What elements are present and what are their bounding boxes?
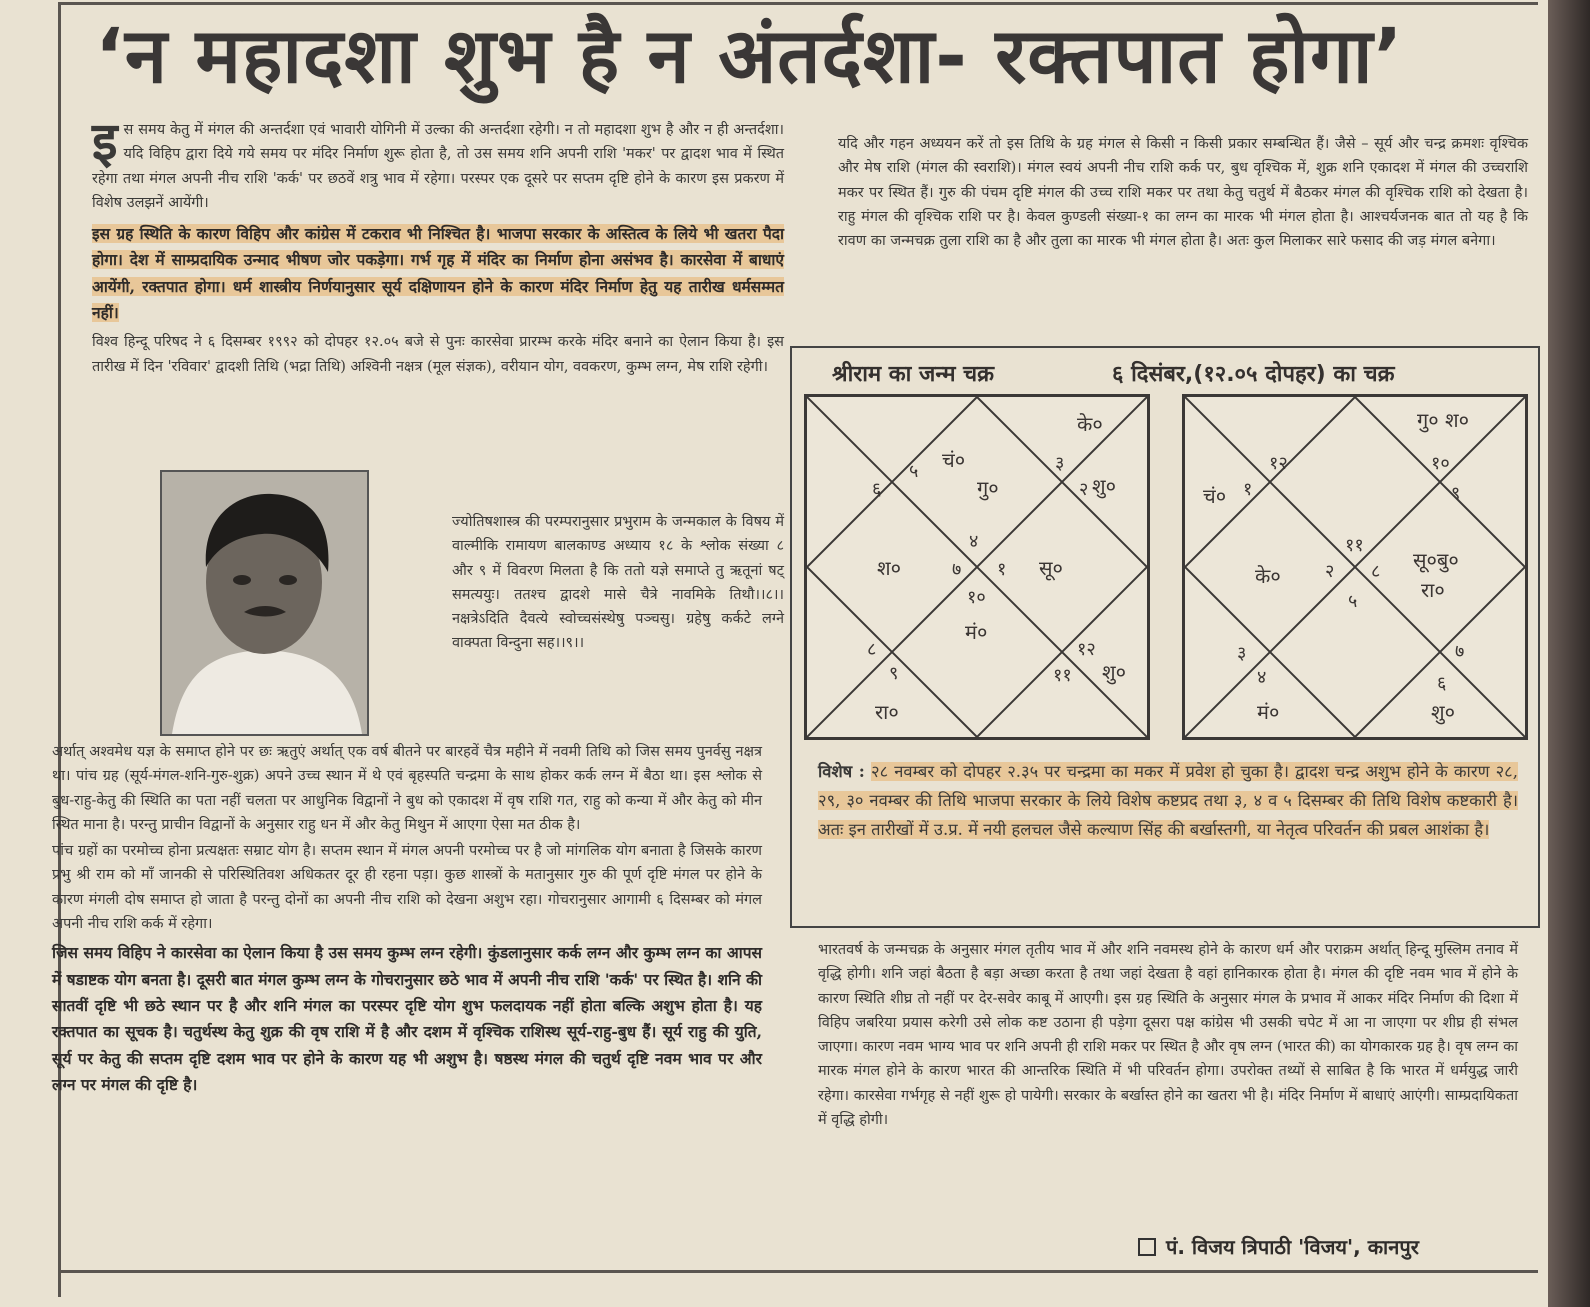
ram-house-10: १	[997, 559, 1007, 580]
ram-planet-shani: श०	[877, 556, 901, 580]
dec6-chart-title: ६ दिसंबर,(१२.०५ दोपहर) का चक्र	[1112, 362, 1395, 387]
dec6-planet-mangal: मं०	[1257, 700, 1280, 724]
dec6-house-4: २	[1325, 561, 1335, 582]
special-note-label: विशेष :	[818, 762, 865, 781]
left-column-bottom	[52, 740, 762, 1098]
ram-chart-title: श्रीराम का जन्म चक्र	[832, 362, 995, 387]
dec6-chart	[1182, 394, 1528, 740]
shloka-block	[452, 510, 784, 656]
dec6-planet-ketu: के०	[1255, 564, 1281, 588]
ram-planet-ketu: के०	[1077, 412, 1103, 436]
dec6-house-5: ३	[1237, 643, 1247, 664]
dec6-planet-chandra: चं०	[1203, 484, 1227, 508]
ram-chart-grid	[807, 397, 1147, 737]
ram-birth-chart	[804, 394, 1150, 740]
left-column-top	[92, 112, 784, 379]
special-note-text: २८ नवम्बर को दोपहर २.३५ पर चन्द्रमा का मकर में प्रवेश हो चुका है। द्वादश चन्द्र अशुभ होने के कारण २८, २९, ३० नवम्बर की तिथि भाजपा सरकार के लिये विशेष कष्टप्रद तथा ३, ४ व ५ दिसम्बर की तिथि विशेष कष्टकारी है। अतः इन तारीखों में उ.प्र. में नयी हलचल जैसे कल्याण सिंह की बर्खास्तगी, या नेतृत्व परिवर्तन की प्रबल आशंका है।	[818, 762, 1518, 839]
ram-house-9: १२	[1077, 639, 1096, 660]
paragraph-date-detail: विश्व हिन्दू परिषद ने ६ दिसम्बर १९९२ को दोपहर १२.०५ बजे से पुनः कारसेवा प्रारम्भ करके मंदिर बनाने का ऐलान किया है। इस तारीख में दिन 'रविवार' द्वादशी तिथि (भद्रा तिथि) अश्विनी नक्षत्र (मूल संज्ञक), वरीयान योग, ववकरण, कुम्भ लग्न, मेष राशि रहेगी।	[92, 334, 784, 375]
dec6-house-6: ४	[1257, 667, 1267, 688]
intro-text: स समय केतु में मंगल की अन्तर्दशा एवं भावारी योगिनी में उल्का की अन्तर्दशा रहेगी। न तो महादशा शुभ है और न ही अन्तर्दशा। यदि विहिप द्वारा दिये गये समय पर मंदिर निर्माण शुरू होता है, तो उस समय शनि अपनी राशि 'मकर' पर द्वादश भाव में स्थित रहेगा तथा मंगल अपनी नीच राशि 'कर्क' पर छठवें शत्रु भाव में रहेगा। परस्पर एक दूसरे पर सप्तम दृष्टि होने के कारण इस प्रकरण में विशेष उलझनें आयेंगी।	[92, 122, 784, 211]
ram-house-3: ६	[872, 479, 882, 500]
right-column-bottom	[818, 938, 1518, 1132]
ram-planet-guru: गु०	[977, 476, 999, 500]
paragraph-india-chart: भारतवर्ष के जन्मचक्र के अनुसार मंगल तृतीय भाव में और शनि नवमस्थ होने के कारण धर्म और पराक्रम अर्थात् हिन्दू मुस्लिम तनाव में वृद्धि होगी। शनि जहां बैठता है बड़ा अच्छा करता है तथा जहां देखता है वहां हानिकारक होता है। मंगल की दृष्टि नवम भाव में होने के कारण स्थिति शीघ्र तो नहीं पर देर-सवेर काबू में आएगी। इस ग्रह स्थिति के अनुसार मंगल के प्रभाव में आकर मंदिर निर्माण की दिशा में विहिप जबरिया प्रयास करेगी उसे लोक कष्ट उठाना ही पड़ेगा दूसरा पक्ष कांग्रेस भी उसकी चपेट में आ ना जाएगा पर शीघ्र ही संभल जाएगा। कारण नवम भाग्य भाव पर शनि अपनी ही राशि मकर पर स्थित है और वृष लग्न (भारत की) का योगकारक ग्रह है। वृष लग्न का मारक मंगल होने के कारण भारत की आन्तरिक स्थिति में भी परिवर्तन होगा। उपरोक्त तथ्यों से साबित है कि भारत में धर्मयुद्ध जारी रहेगा। कारसेवा गर्भगृह से नहीं शुरू हो पायेगी। सरकार के बर्खास्त होने का खतरा भी है। मंदिर निर्माण में बाधाएं आएंगी। साम्प्रदायिकता में वृद्धि होगी।	[818, 942, 1518, 1129]
author-photo	[160, 470, 369, 736]
dec6-planet-guru-shani: गु० श०	[1417, 408, 1470, 432]
dec6-house-2: १२	[1269, 453, 1288, 474]
bottom-rule	[58, 1270, 1538, 1273]
shloka-text: ज्योतिषशास्त्र की परम्परानुसार प्रभुराम के जन्मकाल के विषय में वाल्मीकि रामायण बालकाण्ड अध्याय १८ के श्लोक संख्या ८ और ९ में विवरण मिलता है कि ततो यज्ञे समाप्ते तु ऋतूनां षट् समत्ययुः। ततश्च द्वादशे मासे चैत्रे नावमिके तिथौ।।८।। नक्षत्रेऽदिति दैवत्ये स्वोच्चसंस्थेषु पञ्चसु। ग्रहेषु कर्कटे लग्ने वाक्पता विन्दुना सह।।९।।	[452, 514, 784, 652]
author-byline	[1138, 1233, 1419, 1260]
ram-house-11: २	[1079, 479, 1089, 500]
dropcap: इ	[92, 112, 118, 172]
ram-planet-rahu: रा०	[875, 700, 899, 724]
paragraph-samrat-yoga: पांच ग्रहों का परमोच्च होना प्रत्यक्षतः सम्राट योग है। सप्तम स्थान में मंगल अपनी परमोच्च पर है जो मांगलिक योग बनाता है जिसके कारण प्रभु श्री राम को माँ जानकी से परिस्थितिवश अधिकतर दूर ही रहना पड़ा। कुछ शास्त्रों के मतानुसार गुरु की पूर्ण दृष्टि मंगल पर होने के कारण मंगली दोष समाप्त हो जाता है परन्तु दोनों का अपनी नीच राशि को देखना अशुभ रहा। गोचरानुसार आगामी ६ दिसम्बर को मंगल अपनी नीच राशि कर्क में रहेगा।	[52, 843, 762, 933]
highlight-text-3: चतुर्थस्थ केतु शुक्र की वृष राशि में है और दशम में वृश्चिक राशिस्थ सूर्य-राहु-बुध हैं। सूर्य राहु की युति, सूर्य पर केतु की सप्तम दृष्टि दशम भाव पर होने के कारण यह भी अशुभ है। षष्ठस्थ मंगल की चतुर्थ दृष्टि नवम भाव पर और लग्न पर मंगल की दृष्टि है।	[52, 1022, 763, 1094]
dec6-house-10: ८	[1371, 561, 1381, 582]
dec6-house-8: ६	[1437, 673, 1447, 694]
ram-house-2: ५	[909, 461, 919, 482]
highlight-text-2: जिस समय विहिप ने कारसेवा का ऐलान किया है उस समय कुम्भ लग्न रहेगी। कुंडलानुसार कर्क लग्न और कुम्भ लग्न का आपस में षडाष्टक योग बनता है। दूसरी बात मंगल कुम्भ लग्न के गोचरानुसार छठे भाव में अपनी नीच राशि 'कर्क' पर स्थित है। शनि की सातवीं दृष्टि भी छठे स्थान पर है और शनि मंगल का परस्पर दृष्टि योग शुभ फलदायक नहीं होता बल्कि अशुभ होता है। यह रक्तपात का सूचक है।	[52, 943, 762, 1042]
paragraph-highlight-2	[52, 940, 762, 1098]
dec6-planet-surya-budh: सू०बु०	[1413, 548, 1459, 572]
ram-planet-shukra-2: शु०	[1102, 660, 1126, 684]
ram-planet-surya: सू०	[1039, 556, 1063, 580]
dec6-house-1: ११	[1345, 535, 1364, 556]
ram-house-4: ७	[952, 559, 962, 580]
portrait-image	[162, 472, 367, 734]
dec6-planet-shukra: शु०	[1431, 700, 1455, 724]
paragraph-highlight-1	[92, 221, 784, 326]
headline: ‘न महादशा शुभ है न अंतर्दशा- रक्तपात होगा’	[95, 11, 1404, 100]
highlight-text-1: इस ग्रह स्थिति के कारण विहिप और कांग्रेस में टकराव भी निश्चित है। भाजपा सरकार के अस्तित्व के लिये भी खतरा पैदा होगा। देश में साम्प्रदायिक उन्माद भीषण जोर पकड़ेगा। गर्भ गृह में मंदिर का निर्माण होना असंभव है। कारसेवा में बाधाएं आयेंगी, रक्तपात होगा। धर्म शास्त्रीय निर्णयानुसार सूर्य दक्षिणायन होने के कारण मंदिर निर्माण हेतु यह तारीख धर्मसम्मत नहीं।	[92, 224, 784, 323]
dec6-house-11: ९	[1451, 483, 1461, 504]
page-edge-shadow	[1548, 0, 1590, 1307]
ram-planet-mangal: मं०	[965, 620, 988, 644]
square-bullet-icon	[1138, 1238, 1156, 1256]
special-note	[818, 757, 1518, 844]
left-rule	[58, 2, 61, 1297]
paragraph-mars-relation: यदि और गहन अध्ययन करें तो इस तिथि के ग्रह मंगल से किसी न किसी प्रकार सम्बन्धित हैं। जैसे – सूर्य और चन्द्र क्रमशः वृश्चिक और मेष राशि (मंगल की स्वराशि)। मंगल स्वयं अपनी नीच राशि कर्क पर, बुध वृश्चिक में, शुक्र शनि एकादश में मंगल की उच्चराशि मकर पर स्थित हैं। गुरु की पंचम दृष्टि मंगल की उच्च राशि मकर पर तथा केतु चतुर्थ में बैठकर मंगल की वृश्चिक राशि को देखता है। राहु मंगल की वृश्चिक राशि पर है। केवल कुण्डली संख्या-१ का लग्न का मारक भी मंगल होता है। आश्चर्यजनक बात तो यह है कि रावण का जन्मचक्र तुला राशि का है और तुला का मारक भी मंगल होता है। अतः कुल मिलाकर सारे फसाद की जड़ मंगल बनेगा।	[838, 136, 1528, 250]
ram-planet-shukra-1: शु०	[1092, 474, 1116, 498]
dec6-house-12: १०	[1431, 453, 1450, 474]
dec6-house-9: ७	[1455, 641, 1465, 662]
dec6-planet-rahu: रा०	[1421, 578, 1445, 602]
ram-house-6: ९	[889, 663, 899, 684]
right-column-top	[838, 132, 1528, 253]
ram-house-1: ४	[969, 531, 979, 552]
ram-house-7: १०	[967, 587, 986, 608]
author-name: पं. विजय त्रिपाठी 'विजय', कानपुर	[1166, 1235, 1419, 1259]
dec6-house-3: १	[1243, 479, 1253, 500]
ram-house-8: ११	[1053, 665, 1072, 686]
ram-house-12: ३	[1055, 453, 1065, 474]
ram-planet-chandra: चं०	[942, 448, 966, 472]
paragraph-intro	[92, 112, 784, 215]
ram-house-5: ८	[867, 639, 877, 660]
dec6-house-7: ५	[1348, 591, 1358, 612]
paragraph-meaning: अर्थात् अश्वमेध यज्ञ के समाप्त होने पर छः ऋतुएं अर्थात् एक वर्ष बीतने पर बारहवें चैत्र महीने में नवमी तिथि को जिस समय पुनर्वसु नक्षत्र था। पांच ग्रह (सूर्य-मंगल-शनि-गुरु-शुक्र) अपने उच्च स्थान में थे एवं बृहस्पति चन्द्रमा के साथ होकर कर्क लग्न में बैठा था। इस श्लोक से बुध-राहु-केतु की स्थिति का पता नहीं चलता पर आधुनिक विद्वानों ने बुध को एकादश में वृष राशि गत, राहु को कन्या में और केतु को मीन स्थित माना है। परन्तु प्राचीन विद्वानों के अनुसार राहु धन में और केतु मिथुन में आएगा ऐसा मत ठीक है।	[52, 744, 762, 833]
dec6-chart-grid	[1185, 397, 1525, 737]
